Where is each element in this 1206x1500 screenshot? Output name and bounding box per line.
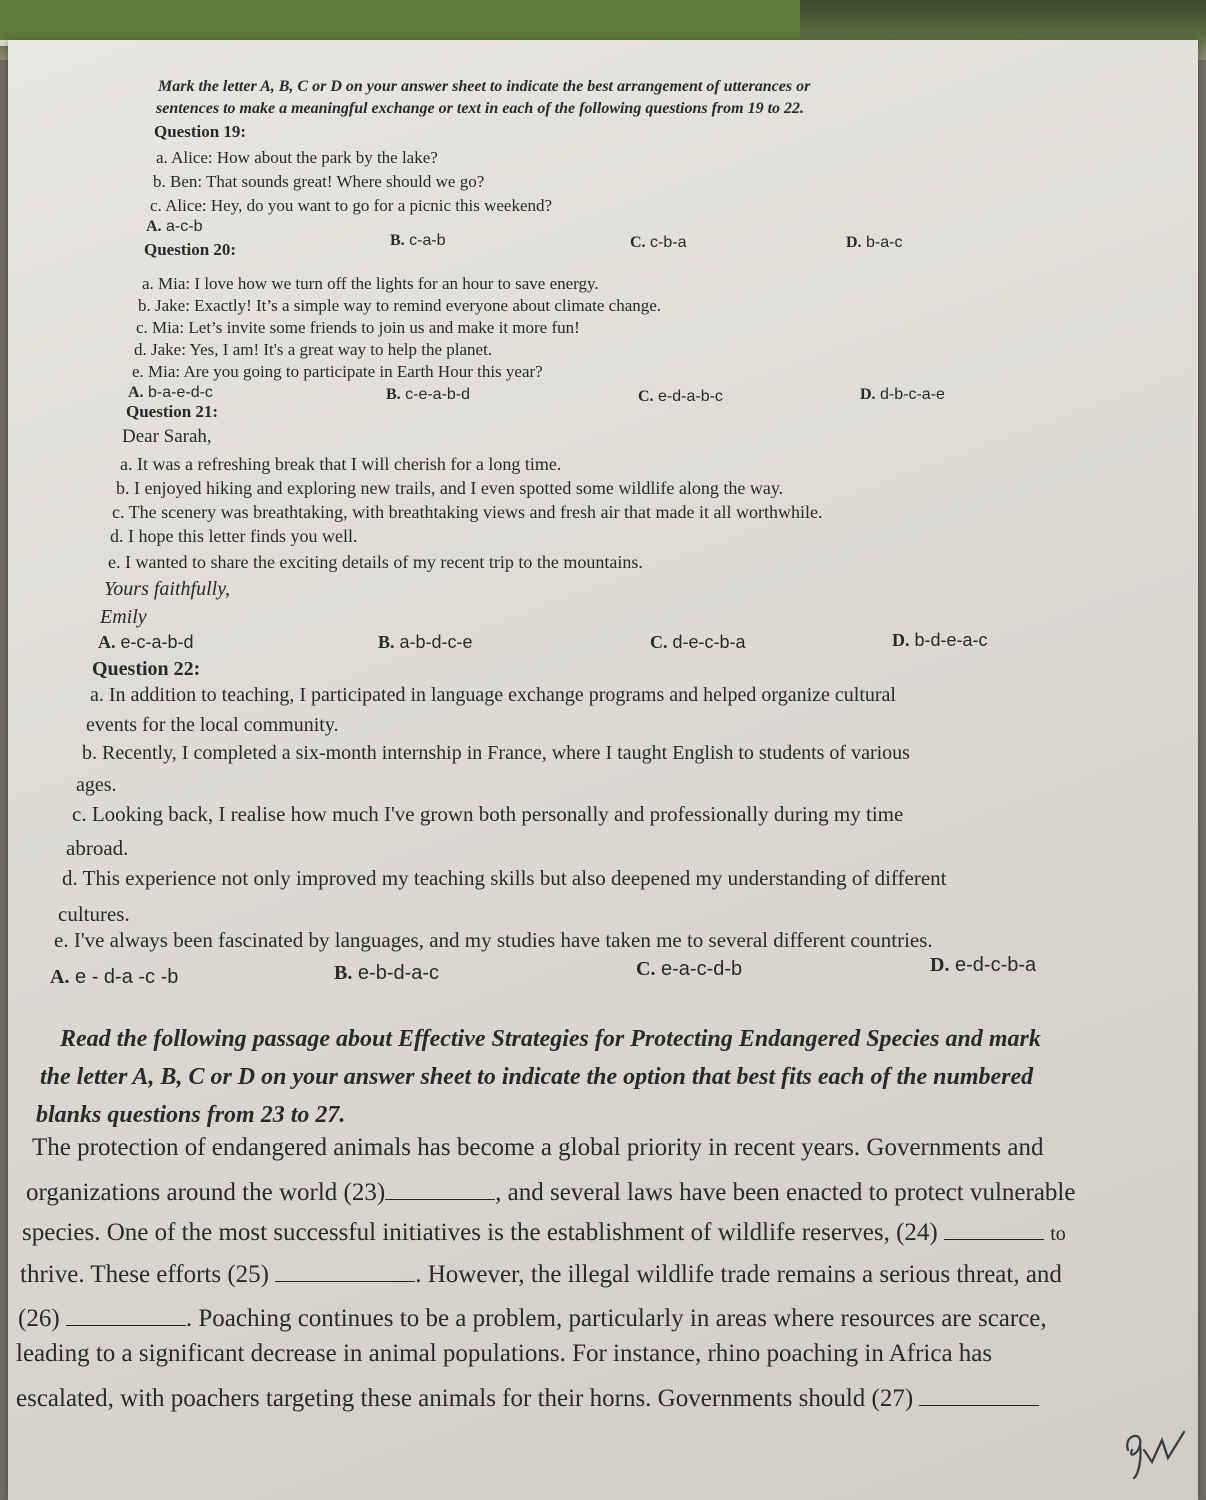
q21-option-d[interactable]: D. b-d-e-a-c <box>892 630 988 650</box>
q20-line-c: c. Mia: Let’s invite some friends to join us and make it more fun! <box>136 318 580 337</box>
q21-line-a: a. It was a refreshing break that I will cherish for a long time. <box>120 454 562 474</box>
q22-line-b: b. Recently, I completed a six-month internship in France, where I taught English to students of various <box>82 742 910 764</box>
q22-line-a: a. In addition to teaching, I participated in language exchange programs and helped organize cultural <box>90 684 896 706</box>
q22-option-b[interactable]: B. e-b-d-a-c <box>334 962 440 984</box>
question-20-title: Question 20: <box>144 240 237 259</box>
q21-closing: Yours faithfully, <box>104 578 230 600</box>
q21-option-c[interactable]: C. d-e-c-b-a <box>650 632 746 652</box>
passage-line-5: (26) . Poaching continues to be a problem, particularly in areas where resources are scarce, <box>18 1300 1047 1333</box>
q22-line-c: c. Looking back, I realise how much I've grown both personally and professionally during my time <box>72 802 904 826</box>
exam-paper <box>8 40 1198 1500</box>
q22-line-d-cont: cultures. <box>58 902 130 926</box>
q21-line-b: b. I enjoyed hiking and exploring new trails, and I even spotted some wildlife along the way. <box>116 478 784 498</box>
passage-line-7: escalated, with poachers targeting these animals for their horns. Governments should (27) <box>16 1380 1039 1413</box>
q22-option-d[interactable]: D. e-d-c-b-a <box>930 954 1037 976</box>
q20-option-b[interactable]: B. c-e-a-b-d <box>386 386 471 403</box>
q21-signature-name: Emily <box>100 606 147 628</box>
q22-line-d: d. This experience not only improved my teaching skills but also deepened my understanding of different <box>62 866 947 890</box>
q19-line-b: b. Ben: That sounds great! Where should we go? <box>153 172 485 191</box>
question-19-title: Question 19: <box>154 122 247 141</box>
q21-option-a[interactable]: A. e-c-a-b-d <box>98 632 194 652</box>
q20-line-a: a. Mia: I love how we turn off the lights for an hour to save energy. <box>142 274 599 293</box>
blank-27[interactable] <box>919 1380 1039 1406</box>
q21-option-b[interactable]: B. a-b-d-c-e <box>378 632 473 652</box>
instruction-line-2: sentences to make a meaningful exchange or text in each of the following questions from 19 to 22. <box>156 100 805 117</box>
blank-24[interactable] <box>944 1214 1044 1240</box>
passage-instruction-line-1: Read the following passage about Effective Strategies for Protecting Endangered Species and mark <box>60 1026 1041 1052</box>
q19-option-d[interactable]: D. b-a-c <box>846 234 903 251</box>
q22-line-c-cont: abroad. <box>66 836 129 860</box>
instruction-line-1: Mark the letter A, B, C or D on your answer sheet to indicate the best arrangement of utterances or <box>158 78 811 95</box>
q21-greeting: Dear Sarah, <box>122 426 212 447</box>
q20-option-a[interactable]: A. b-a-e-d-c <box>128 384 213 401</box>
q20-line-d: d. Jake: Yes, I am! It's a great way to help the planet. <box>134 340 493 359</box>
q21-line-e: e. I wanted to share the exciting details of my recent trip to the mountains. <box>108 552 643 572</box>
blank-26[interactable] <box>66 1300 186 1326</box>
passage-line-2: organizations around the world (23) , and several laws have been enacted to protect vulnerable <box>26 1174 1075 1207</box>
q19-line-c: c. Alice: Hey, do you want to go for a picnic this weekend? <box>150 196 553 215</box>
q22-line-a-cont: events for the local community. <box>86 714 339 736</box>
q19-option-c[interactable]: C. c-b-a <box>630 234 687 251</box>
q20-option-d[interactable]: D. d-b-c-a-e <box>860 386 945 403</box>
q21-line-c: c. The scenery was breathtaking, with breathtaking views and fresh air that made it all worthwhile. <box>112 502 823 522</box>
q22-line-b-cont: ages. <box>76 774 117 796</box>
passage-line-6: leading to a significant decrease in animal populations. For instance, rhino poaching in Africa has <box>16 1340 993 1367</box>
passage-line-4: thrive. These efforts (25) . However, the illegal wildlife trade remains a serious threat, and <box>20 1256 1062 1289</box>
q19-option-b[interactable]: B. c-a-b <box>390 232 446 249</box>
q20-option-c[interactable]: C. e-d-a-b-c <box>638 388 723 405</box>
q22-line-e: e. I've always been fascinated by languages, and my studies have taken me to several different countries. <box>54 928 933 952</box>
q22-option-c[interactable]: C. e-a-c-d-b <box>636 958 743 980</box>
question-22-title: Question 22: <box>92 658 201 680</box>
passage-line-3: species. One of the most successful initiatives is the establishment of wildlife reserves, (24) to <box>22 1214 1066 1247</box>
blank-25[interactable] <box>275 1256 415 1282</box>
q19-option-a[interactable]: A. a-c-b <box>146 218 203 235</box>
passage-instruction-line-2: the letter A, B, C or D on your answer sheet to indicate the option that best fits each of the numbered <box>40 1064 1034 1090</box>
q20-line-b: b. Jake: Exactly! It’s a simple way to remind everyone about climate change. <box>138 296 662 315</box>
handwritten-mark-icon <box>1118 1420 1188 1480</box>
q22-option-a[interactable]: A. e - d-a -c -b <box>50 966 179 988</box>
passage-instruction-line-3: blanks questions from 23 to 27. <box>36 1102 346 1128</box>
passage-line-1: The protection of endangered animals has become a global priority in recent years. Governments and <box>32 1134 1044 1161</box>
q20-line-e: e. Mia: Are you going to participate in Earth Hour this year? <box>132 362 543 381</box>
q21-line-d: d. I hope this letter finds you well. <box>110 526 358 546</box>
q19-line-a: a. Alice: How about the park by the lake? <box>156 148 438 167</box>
question-21-title: Question 21: <box>126 402 219 421</box>
blank-23[interactable] <box>385 1174 495 1200</box>
paper-content <box>8 40 1198 1500</box>
